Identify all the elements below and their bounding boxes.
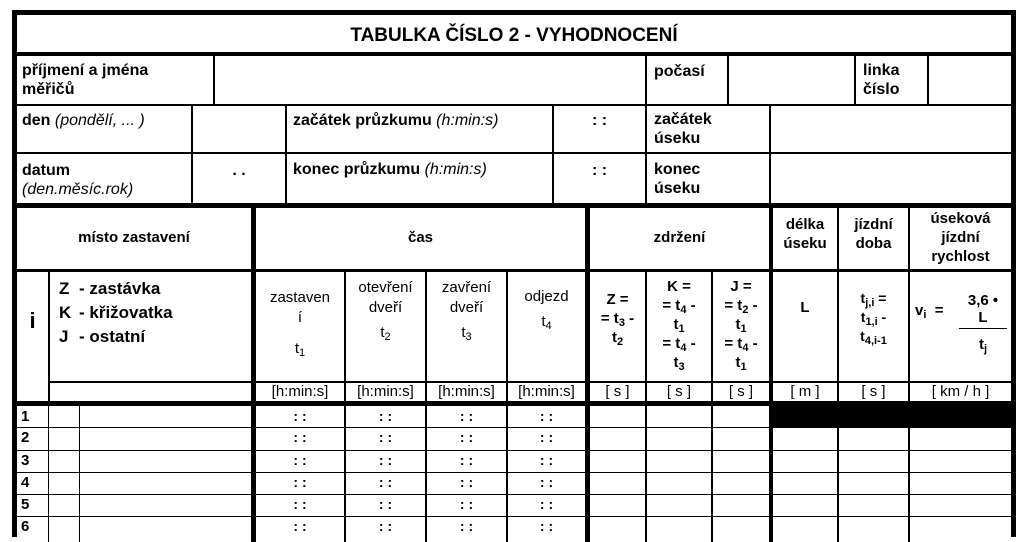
time-cell: : : <box>459 408 474 424</box>
table-title: TABULKA ČÍSLO 2 - VYHODNOCENÍ <box>350 25 678 46</box>
time-cell: : : <box>459 518 474 534</box>
index-header: i <box>29 308 36 333</box>
date-label: datum (den.měsíc.rok) <box>22 162 134 198</box>
line-number-label: linka číslo <box>863 62 900 98</box>
unit-length: [ m ] <box>790 383 820 400</box>
unit-k: [ s ] <box>666 383 692 400</box>
time-cell: : : <box>293 474 307 490</box>
j-formula: J = = $t_2$ - $t_1$ = $t_4$ - $t_1$ <box>724 278 758 373</box>
section-start-label: začátek úseku <box>654 111 712 147</box>
time-cell: : : <box>539 452 554 468</box>
time-cell: : : <box>539 496 554 512</box>
survey-end-label: konec průzkumu (h:min:s) <box>293 161 487 178</box>
time-cell: : : <box>459 429 474 445</box>
section-end-label: konec úseku <box>654 161 701 197</box>
rule <box>769 208 773 542</box>
unit-travel-time: [ s ] <box>861 383 886 400</box>
time-cell: : : <box>539 429 554 445</box>
rule <box>769 106 771 203</box>
rule <box>17 104 1011 106</box>
rule <box>17 516 1011 517</box>
rule <box>17 494 1011 495</box>
section-length-header: délka úseku <box>783 216 827 252</box>
t2-header: otevření dveří $t_2$ <box>358 279 413 343</box>
row-number: 1 <box>21 408 30 425</box>
time-cell: : : <box>539 408 554 424</box>
unit-t2: [h:min:s] <box>357 383 414 400</box>
row-number: 6 <box>21 518 30 535</box>
stop-type-legend: Z - zastávka K - křižovatka J - ostatní <box>59 279 173 346</box>
names-label: příjmení a jména měřičů <box>22 62 149 98</box>
unit-t4: [h:min:s] <box>518 383 575 400</box>
unit-t1: [h:min:s] <box>271 383 329 400</box>
t4-header: odjezd $t_4$ <box>524 288 569 332</box>
rule <box>927 56 929 104</box>
t3-header: zavření dveří $t_3$ <box>441 279 492 343</box>
row-number: 5 <box>21 496 30 513</box>
t1-header: zastaven í $t_1$ <box>269 289 331 359</box>
time-cell: : : <box>293 518 307 534</box>
survey-start-label: začátek průzkumu (h:min:s) <box>293 112 499 129</box>
day-label: den (pondělí, ... ) <box>22 112 145 129</box>
rule <box>285 106 287 203</box>
travel-time-formula: $t_{j,i}$ = $t_{1,i}$ - $t_{4,i-1}$ <box>860 290 887 347</box>
weather-label: počasí <box>654 63 705 80</box>
section-speed-header: úseková jízdní rychlost <box>930 210 991 265</box>
rule <box>837 208 839 542</box>
rule <box>17 269 1011 272</box>
rule <box>48 406 49 542</box>
unit-z: [ s ] <box>605 383 630 400</box>
rule <box>79 406 80 542</box>
time-cell: : : <box>539 474 554 490</box>
rule <box>17 472 1011 473</box>
row-number: 2 <box>21 429 30 446</box>
rule <box>213 56 215 104</box>
unit-j: [ s ] <box>728 383 754 400</box>
travel-time-header: jízdní doba <box>854 216 893 252</box>
time-header: čas <box>407 229 434 246</box>
evaluation-table <box>12 10 1016 537</box>
rule <box>17 450 1011 451</box>
rule <box>17 203 1011 208</box>
rule <box>854 56 856 104</box>
time-cell: : : <box>378 474 393 490</box>
time-cell: : : <box>293 496 307 512</box>
rule <box>585 208 590 542</box>
blocked-cell <box>773 406 1011 427</box>
survey-end-colons: : : <box>591 162 608 179</box>
z-formula: Z = = $t_3$ - $t_2$ <box>600 291 635 348</box>
rule <box>48 272 50 403</box>
k-formula: K = = $t_4$ - $t_1$ = $t_4$ - $t_3$ <box>662 278 696 373</box>
time-cell: : : <box>378 408 393 424</box>
rule <box>17 152 1011 154</box>
rule <box>17 52 1011 56</box>
rule <box>645 56 647 203</box>
time-cell: : : <box>539 518 554 534</box>
rule <box>191 106 193 203</box>
unit-speed: [ km / h ] <box>931 383 990 400</box>
time-cell: : : <box>293 408 307 424</box>
survey-start-colons: : : <box>591 112 608 129</box>
rule <box>727 56 729 104</box>
time-cell: : : <box>459 474 474 490</box>
time-cell: : : <box>378 429 393 445</box>
date-dots: . . <box>232 162 246 179</box>
length-symbol: L <box>800 299 810 316</box>
row-number: 3 <box>21 452 30 469</box>
unit-t3: [h:min:s] <box>438 383 495 400</box>
rule <box>17 427 1011 428</box>
speed-formula: $v_i$ = 3,6 • L $t_j$ <box>915 291 1011 361</box>
time-cell: : : <box>378 496 393 512</box>
time-cell: : : <box>293 429 307 445</box>
rule <box>251 208 256 542</box>
delay-header: zdržení <box>653 229 706 246</box>
stop-place-header: místo zastavení <box>78 229 190 246</box>
row-number: 4 <box>21 474 30 491</box>
time-cell: : : <box>378 518 393 534</box>
time-cell: : : <box>293 452 307 468</box>
time-cell: : : <box>459 452 474 468</box>
time-cell: : : <box>378 452 393 468</box>
time-cell: : : <box>459 496 474 512</box>
